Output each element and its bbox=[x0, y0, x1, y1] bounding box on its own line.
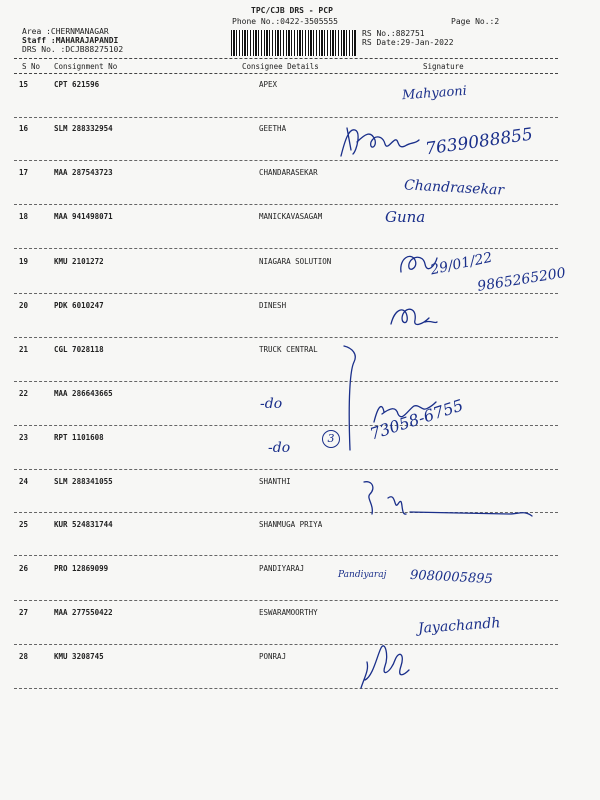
row-consignment: SLM 288341055 bbox=[54, 477, 113, 486]
table-row bbox=[0, 520, 600, 534]
handwritten-niagara-date: 29/01/22 bbox=[429, 249, 494, 279]
row-divider bbox=[14, 600, 558, 601]
row-divider bbox=[14, 381, 558, 382]
row-sno: 24 bbox=[19, 477, 29, 486]
row-consignee: ESWARAMOORTHY bbox=[259, 608, 318, 617]
report-title: TPC/CJB DRS - PCP bbox=[251, 6, 333, 15]
row-consignment: SLM 288332954 bbox=[54, 124, 113, 133]
row-sno: 16 bbox=[19, 124, 29, 133]
table-row bbox=[0, 301, 600, 315]
drs-number: DRS No. :DCJB88275102 bbox=[22, 45, 124, 54]
row-divider bbox=[14, 512, 558, 513]
staff-label: Staff :MAHARAJAPANDI bbox=[22, 36, 119, 45]
row-divider bbox=[14, 644, 558, 645]
handwritten-geetha-phone: 7639088855 bbox=[424, 124, 535, 160]
rs-date: RS Date:29-Jan-2022 bbox=[362, 38, 454, 47]
row-divider bbox=[14, 293, 558, 294]
col-sno: S No bbox=[22, 62, 41, 71]
row-consignee: TRUCK CENTRAL bbox=[259, 345, 318, 354]
row-divider bbox=[14, 469, 558, 470]
row-consignee: PANDIYARAJ bbox=[259, 564, 305, 573]
col-consignee: Consignee Details bbox=[242, 62, 319, 71]
row-divider bbox=[14, 248, 558, 249]
table-row bbox=[0, 433, 600, 447]
table-row bbox=[0, 168, 600, 182]
handwritten-apex-name: Mahyaoni bbox=[401, 83, 468, 104]
row-consignee: GEETHA bbox=[259, 124, 287, 133]
phone-number: Phone No.:0422-3505555 bbox=[232, 17, 338, 26]
col-signature: Signature bbox=[423, 62, 464, 71]
row-consignee: APEX bbox=[259, 80, 278, 89]
handwritten-chandarasekar: Chandrasekar bbox=[403, 177, 505, 199]
row-sno: 23 bbox=[19, 433, 29, 442]
row-divider bbox=[14, 204, 558, 205]
table-row bbox=[0, 477, 600, 491]
row-consignment: CPT 621596 bbox=[54, 80, 100, 89]
row-consignment: KUR 524831744 bbox=[54, 520, 113, 529]
row-consignment: KMU 3208745 bbox=[54, 652, 104, 661]
table-row bbox=[0, 80, 600, 94]
handwritten-eswaramoorthy: Jayachandh bbox=[417, 615, 501, 637]
row-sno: 17 bbox=[19, 168, 29, 177]
handwritten-pandiyaraj-name: Pandiyaraj bbox=[338, 570, 387, 580]
handwritten-niagara-phone: 9865265200 bbox=[476, 265, 567, 295]
handwritten-ditto-23: -do bbox=[268, 440, 291, 456]
area-label: Area :CHERNMANAGAR bbox=[22, 27, 109, 36]
row-divider bbox=[14, 337, 558, 338]
row-consignment: MAA 277550422 bbox=[54, 608, 113, 617]
col-consignment: Consignment No bbox=[54, 62, 118, 71]
row-consignee: DINESH bbox=[259, 301, 287, 310]
row-sno: 22 bbox=[19, 389, 29, 398]
row-consignee: MANICKAVASAGAM bbox=[259, 212, 323, 221]
row-consignment: MAA 286643665 bbox=[54, 389, 113, 398]
row-sno: 20 bbox=[19, 301, 29, 310]
table-row bbox=[0, 345, 600, 359]
row-sno: 19 bbox=[19, 257, 29, 266]
row-consignment: PDK 6010247 bbox=[54, 301, 104, 310]
row-consignee: CHANDARASEKAR bbox=[259, 168, 318, 177]
table-row bbox=[0, 608, 600, 622]
row-sno: 18 bbox=[19, 212, 29, 221]
row-consignee: NIAGARA SOLUTION bbox=[259, 257, 332, 266]
row-consignee: SHANMUGA PRIYA bbox=[259, 520, 323, 529]
handwritten-circle-3: 3 bbox=[322, 430, 340, 448]
row-consignment: MAA 941498071 bbox=[54, 212, 113, 221]
row-divider bbox=[14, 555, 558, 556]
table-row bbox=[0, 564, 600, 578]
row-sno: 25 bbox=[19, 520, 29, 529]
row-divider bbox=[14, 160, 558, 161]
barcode bbox=[231, 30, 356, 56]
handwritten-pandiyaraj-phone: 9080005895 bbox=[409, 567, 494, 588]
table-row bbox=[0, 257, 600, 271]
header-rule-bottom bbox=[14, 73, 558, 74]
handwritten-ditto-22: -do bbox=[260, 396, 283, 412]
row-consignee: PONRAJ bbox=[259, 652, 287, 661]
row-sno: 15 bbox=[19, 80, 29, 89]
row-consignment: KMU 2101272 bbox=[54, 257, 104, 266]
rs-number: RS No.:882751 bbox=[362, 29, 425, 38]
row-consignment: RPT 1101608 bbox=[54, 433, 104, 442]
row-divider bbox=[14, 117, 558, 118]
row-sno: 26 bbox=[19, 564, 29, 573]
table-row bbox=[0, 389, 600, 403]
row-sno: 21 bbox=[19, 345, 29, 354]
row-divider bbox=[14, 425, 558, 426]
handwritten-mani: Guna bbox=[385, 208, 426, 226]
row-sno: 27 bbox=[19, 608, 29, 617]
row-consignment: PRO 12869099 bbox=[54, 564, 109, 573]
row-sno: 28 bbox=[19, 652, 29, 661]
row-consignee: SHANTHI bbox=[259, 477, 291, 486]
page-number: Page No.:2 bbox=[451, 17, 500, 26]
table-row bbox=[0, 652, 600, 666]
table-row bbox=[0, 212, 600, 226]
handwritten-phone-22: 73058-6755 bbox=[367, 395, 466, 444]
row-consignment: MAA 287543723 bbox=[54, 168, 113, 177]
row-divider bbox=[14, 688, 558, 689]
row-consignment: CGL 7028118 bbox=[54, 345, 104, 354]
header-rule-top bbox=[14, 58, 558, 59]
